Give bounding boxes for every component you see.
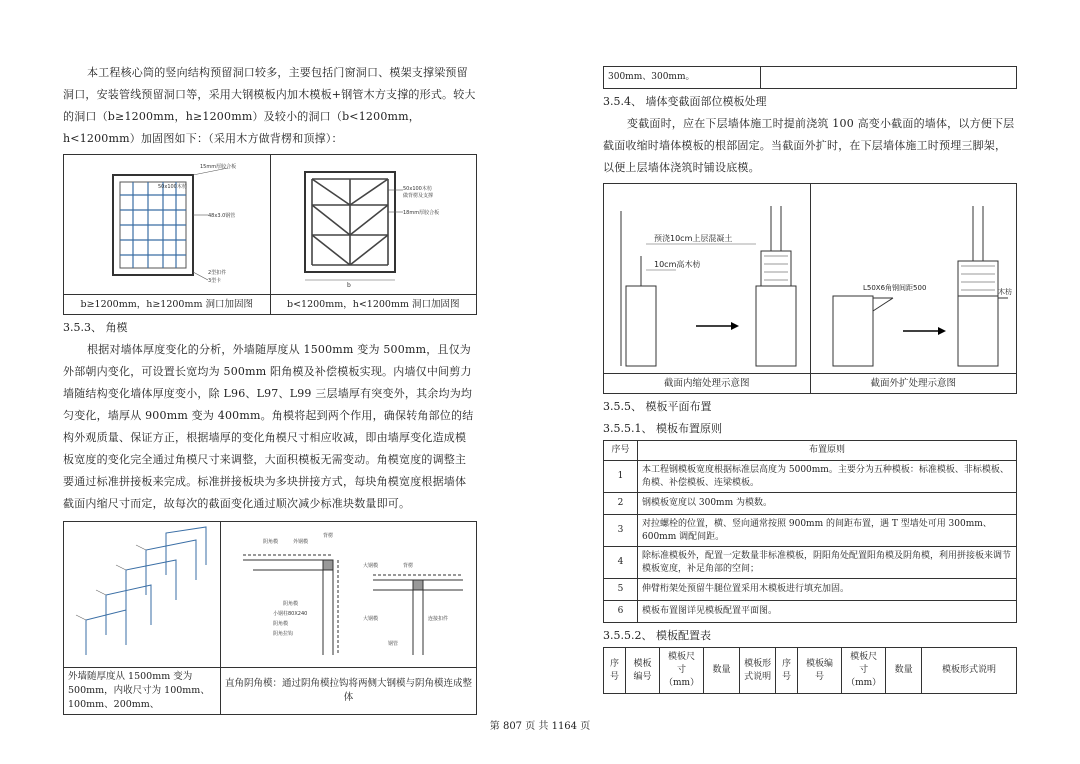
large-opening-diagram — [64, 155, 271, 295]
config-header: 序号 — [776, 648, 798, 694]
config-header: 模板尺寸（mm） — [842, 648, 886, 694]
config-header: 序号 — [604, 648, 626, 694]
principle-text: 本工程钢模板宽度根据标准层高度为 5000mm。主要分为五种模板：标准模板、非标模板、角模、补偿模板、连梁模板。 — [638, 461, 1017, 493]
label-inside-corner-a: 阴角模 — [262, 538, 278, 545]
section-change-figure — [603, 183, 1017, 394]
config-header: 数量 — [886, 648, 922, 694]
label-backing: 做背楞及支撑 — [402, 192, 433, 199]
continued-table-row — [603, 66, 1017, 89]
section-shrink-drawing — [606, 186, 806, 371]
small-opening-diagram — [270, 155, 477, 295]
label-angle-steel: L50X6角钢间距500 — [862, 284, 926, 292]
opening-reinforcement-figure — [63, 154, 477, 315]
label-fastener: 2型扣件 — [208, 269, 227, 276]
label-steel-pipe: 48x3.0钢管 — [208, 212, 236, 219]
principle-no: 2 — [604, 493, 638, 515]
label-pipe: 钢管 — [387, 640, 398, 647]
config-header: 模板形式说明 — [922, 648, 1017, 694]
layout-principles-table — [603, 440, 1017, 623]
principle-text: 模板布置图详见模板配置平面图。 — [638, 601, 1017, 623]
right-column — [603, 62, 1017, 694]
section-355-heading: 3.5.5、 模板平面布置 — [603, 400, 712, 413]
inside-corner-drawing — [223, 525, 473, 665]
section-354-paragraph: 变截面时，应在下层墙体施工时提前浇筑 100 高变小截面的墙体，以方便下层截面收缩时墙体模板的根部固定。当截面外扩时，在下层墙体施工时预埋三脚架，以便上层墙体浇筑时铺设底模。 — [603, 117, 1015, 174]
label-clip: 3型卡 — [208, 277, 222, 284]
section-shrink-caption: 截面内缩处理示意图 — [604, 374, 811, 394]
principle-no: 4 — [604, 547, 638, 579]
corner-form-figure — [63, 521, 477, 715]
continued-cell-text: 300mm、300mm。 — [604, 67, 761, 89]
config-header: 模板编号 — [798, 648, 842, 694]
label-plywood: 15mm厚胶合板 — [200, 163, 237, 170]
dim-b: b — [346, 281, 351, 289]
form-config-table — [603, 647, 1017, 694]
page-number: 第 807 页 共 1164 页 — [489, 721, 591, 732]
section-expand-drawing — [813, 186, 1013, 371]
label-timber-10cm: 10cm高木枋 — [654, 260, 701, 269]
section-expand-caption: 截面外扩处理示意图 — [810, 374, 1017, 394]
label-timber: 50x100木枋 — [158, 183, 187, 190]
corner-form-3d-drawing — [66, 525, 216, 665]
config-header: 模板形式说明 — [740, 648, 776, 694]
label-large-steel-a: 大钢模 — [362, 562, 378, 569]
config-header: 模板尺寸（mm） — [660, 648, 704, 694]
corner-form-caption-left: 外墙随厚度从 1500mm 变为 500mm，内收尺寸为 100mm、100mm、200mm、 — [64, 668, 221, 715]
section-3552-heading: 3.5.5.2、 模板配置表 — [603, 629, 711, 642]
principle-text: 除标准模板外，配置一定数量非标准模板，阴阳角处配置阳角模及阴角模，利用拼接板来调节模板宽度，补足角部的空间； — [638, 547, 1017, 579]
label-corner-hook: 阴角拉钩 — [272, 630, 293, 637]
principle-no: 6 — [604, 601, 638, 623]
label-backing-b: 背楞 — [402, 562, 413, 569]
label-small-steel-column: 小钢柱80X240 — [272, 610, 308, 617]
config-header: 数量 — [704, 648, 740, 694]
small-opening-caption: b<1200mm，h<1200mm 洞口加固图 — [270, 295, 477, 315]
label-large-steel-b: 大钢模 — [362, 615, 378, 622]
label-outer-steel: 外钢模 — [292, 538, 308, 545]
label-inside-corner-c: 阴角模 — [272, 620, 288, 627]
section-shrink-diagram — [604, 184, 811, 374]
intro-paragraph: 本工程核心筒的竖向结构预留洞口较多，主要包括门窗洞口、模架支撑梁预留洞口，安装管线预留洞口等，采用大钢模板内加木模板+钢管木方支撑的形式。较大的洞口（b≥1200mm，h≥1200mm）及较小的洞口（b<1200mm，h<1200mm）加固图如下：（采用木方做背楞和顶撑）： — [63, 66, 476, 145]
label-inside-corner-b: 阴角模 — [282, 600, 298, 607]
left-column — [63, 62, 477, 715]
label-connector: 连接扣件 — [427, 615, 448, 622]
label-precast: 预浇10cm上层混凝土 — [654, 234, 733, 243]
principles-header-no: 序号 — [604, 441, 638, 461]
small-opening-drawing — [275, 160, 465, 290]
principle-text: 伸臂桁架处预留牛腿位置采用木模板进行填充加固。 — [638, 579, 1017, 601]
section-expand-diagram — [810, 184, 1017, 374]
label-timber-right: 木枋 — [997, 288, 1012, 296]
section-3551-heading: 3.5.5.1、 模板布置原则 — [603, 422, 722, 435]
label-backing-a: 背楞 — [322, 532, 333, 539]
label-timber-2: 50x100木枋 — [402, 185, 432, 192]
principle-text: 对拉螺栓的位置，横、竖向通常按照 900mm 的间距布置，遇 T 型墙处可用 300mm、600mm 调配间距。 — [638, 515, 1017, 547]
inside-corner-diagram — [220, 522, 476, 668]
config-header: 模板编号 — [626, 648, 660, 694]
large-opening-caption: b≥1200mm，h≥1200mm 洞口加固图 — [64, 295, 271, 315]
principle-text: 钢模板宽度以 300mm 为模数。 — [638, 493, 1017, 515]
principle-no: 1 — [604, 461, 638, 493]
section-354-heading: 3.5.4、 墙体变截面部位模板处理 — [603, 95, 767, 108]
corner-form-3d-diagram — [64, 522, 221, 668]
principle-no: 5 — [604, 579, 638, 601]
principle-no: 3 — [604, 515, 638, 547]
corner-form-caption-right: 直角阴角模：通过阴角模拉钩将两侧大钢模与阴角模连成整体 — [220, 668, 476, 715]
label-plywood-2: 18mm厚胶合板 — [402, 209, 439, 216]
section-353-paragraph: 根据对墙体厚度变化的分析，外墙随厚度从 1500mm 变为 500mm，且仅为外部朝内变化，可设置长宽均为 500mm 阳角模及补偿模板实现。内墙仅中间剪力墙随结构变化墙体厚度变小，除 L96、L97、L99 三层墙厚有突变外，其余均为均匀变化，墙厚从 900mm 变为 400mm。角模将起到两个作用，确保转角部位的结构外观质量、保证方正，根据墙厚的变化角模尺寸相应收减，即由墙厚变化造成模板宽度的变化完全通过角模尺寸来调整，大面积模板无需变动。角模宽度的调整主要通过标准拼接板来完成。标准拼接板块为多块拼接方式，每块角模宽度根据墙体截面内缩尺寸而定，故每次的截面变化通过顺次减少标准块数量即可。 — [63, 343, 474, 510]
continued-cell-empty — [760, 67, 1016, 89]
large-opening-drawing — [68, 160, 258, 290]
principles-header-text: 布置原则 — [638, 441, 1017, 461]
section-353-heading: 3.5.3、 角模 — [63, 321, 128, 334]
